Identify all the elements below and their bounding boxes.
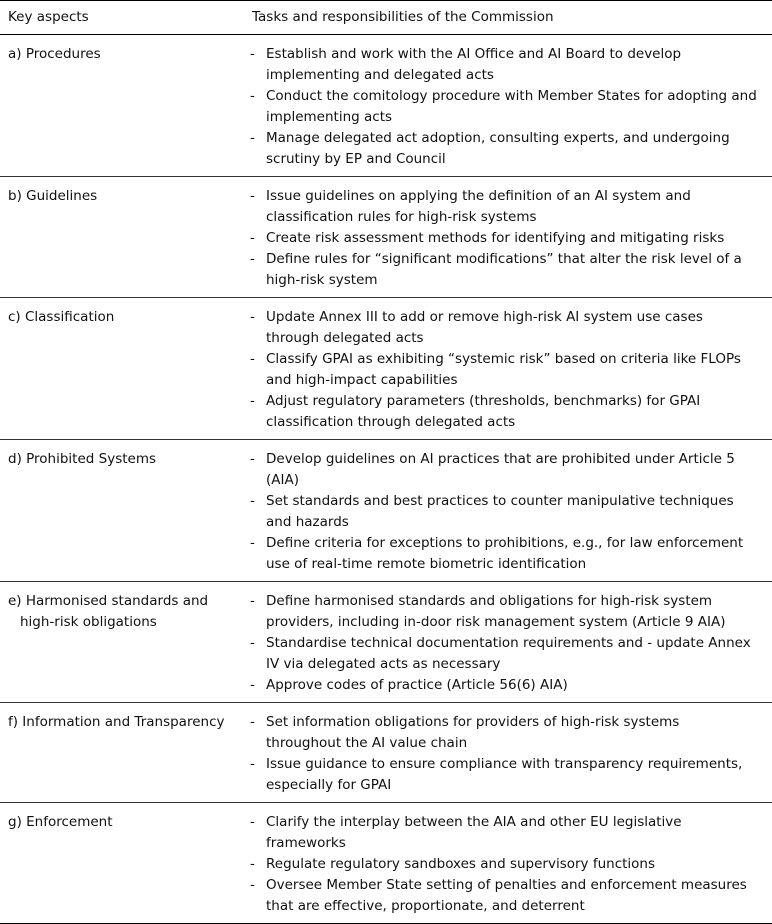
row-tasks (250, 35, 772, 177)
task-text: Issue guidance to ensure compliance with transparency requirements, especially for GPAI (266, 756, 743, 793)
aspect-label: g) Enforcement (8, 814, 113, 830)
task-text: Oversee Member State setting of penalties and enforcement measures that are effective, proportionate, and deterrent (266, 877, 747, 914)
aspect-label: a) Procedures (8, 46, 101, 62)
task-list (250, 449, 758, 575)
bullet-dash: - (250, 677, 255, 693)
row-tasks (250, 298, 772, 440)
bullet-dash: - (250, 714, 255, 730)
task-list (250, 712, 758, 796)
task-text: Update Annex III to add or remove high-risk AI system use cases through delegated acts (266, 309, 703, 346)
aspect-label: d) Prohibited Systems (8, 451, 157, 467)
task-text: Define harmonised standards and obligations for high-risk system providers, including in-door risk management system (Article 9 AIA) (266, 593, 726, 630)
list-item (250, 128, 758, 170)
aspect-label: e) Harmonised standards and high-risk obligations (8, 593, 209, 630)
list-item (250, 533, 758, 575)
bullet-dash: - (250, 88, 255, 104)
list-item (250, 307, 758, 349)
task-text: Define rules for “significant modifications” that alter the risk level of a high-risk system (266, 251, 742, 288)
row-tasks (250, 440, 772, 582)
aspect-label: b) Guidelines (8, 188, 98, 204)
task-text: Set standards and best practices to counter manipulative techniques and hazards (266, 493, 734, 530)
row-aspect (0, 177, 250, 298)
list-item (250, 812, 758, 854)
row-aspect (0, 703, 250, 803)
row-aspect (0, 440, 250, 582)
list-item (250, 633, 758, 675)
row-tasks (250, 803, 772, 924)
task-text: Conduct the comitology procedure with Member States for adopting and implementing acts (266, 88, 757, 125)
aspect-label: f) Information and Transparency (8, 714, 225, 730)
task-list (250, 812, 758, 917)
list-item (250, 228, 758, 249)
table-row (0, 703, 772, 803)
task-text: Manage delegated act adoption, consulting experts, and undergoing scrutiny by EP and Council (266, 130, 730, 167)
task-list (250, 44, 758, 170)
row-tasks (250, 703, 772, 803)
bullet-dash: - (250, 535, 255, 551)
table-row (0, 298, 772, 440)
task-text: Create risk assessment methods for identifying and mitigating risks (266, 230, 725, 246)
list-item (250, 591, 758, 633)
task-text: Standardise technical documentation requirements and - update Annex IV via delegated acts as necessary (266, 635, 751, 672)
header-tasks: Tasks and responsibilities of the Commission (250, 1, 772, 35)
bullet-dash: - (250, 593, 255, 609)
table-row (0, 803, 772, 924)
list-item (250, 491, 758, 533)
task-text: Develop guidelines on AI practices that are prohibited under Article 5 (AIA) (266, 451, 735, 488)
row-aspect (0, 35, 250, 177)
task-text: Adjust regulatory parameters (thresholds, benchmarks) for GPAI classification through delegated acts (266, 393, 701, 430)
table-row (0, 440, 772, 582)
bullet-dash: - (250, 130, 255, 146)
task-list (250, 591, 758, 696)
row-aspect (0, 803, 250, 924)
list-item (250, 675, 758, 696)
task-list (250, 186, 758, 291)
task-text: Regulate regulatory sandboxes and supervisory functions (266, 856, 656, 872)
bullet-dash: - (250, 46, 255, 62)
task-list (250, 307, 758, 433)
list-item (250, 754, 758, 796)
table-body (0, 35, 772, 924)
bullet-dash: - (250, 756, 255, 772)
list-item (250, 44, 758, 86)
list-item (250, 712, 758, 754)
bullet-dash: - (250, 251, 255, 267)
task-text: Set information obligations for providers of high-risk systems throughout the AI value chain (266, 714, 680, 751)
table-row (0, 35, 772, 177)
bullet-dash: - (250, 393, 255, 409)
row-aspect (0, 298, 250, 440)
bullet-dash: - (250, 351, 255, 367)
bullet-dash: - (250, 188, 255, 204)
bullet-dash: - (250, 635, 255, 651)
header-key-aspects: Key aspects (0, 1, 250, 35)
task-text: Classify GPAI as exhibiting “systemic risk” based on criteria like FLOPs and high-impact capabilities (266, 351, 741, 388)
list-item (250, 449, 758, 491)
list-item (250, 875, 758, 917)
list-item (250, 249, 758, 291)
bullet-dash: - (250, 856, 255, 872)
aspect-label: c) Classification (8, 309, 115, 325)
table-header-row (0, 1, 772, 35)
task-text: Define criteria for exceptions to prohibitions, e.g., for law enforcement use of real-time remote biometric identification (266, 535, 744, 572)
row-tasks (250, 177, 772, 298)
table-row (0, 582, 772, 703)
bullet-dash: - (250, 230, 255, 246)
bullet-dash: - (250, 493, 255, 509)
task-text: Approve codes of practice (Article 56(6) AIA) (266, 677, 568, 693)
list-item (250, 86, 758, 128)
list-item (250, 186, 758, 228)
row-tasks (250, 582, 772, 703)
list-item (250, 349, 758, 391)
task-text: Clarify the interplay between the AIA and other EU legislative frameworks (266, 814, 682, 851)
task-text: Issue guidelines on applying the definition of an AI system and classification rules for high-risk systems (266, 188, 691, 225)
bullet-dash: - (250, 309, 255, 325)
row-aspect (0, 582, 250, 703)
bullet-dash: - (250, 814, 255, 830)
bullet-dash: - (250, 451, 255, 467)
bullet-dash: - (250, 877, 255, 893)
list-item (250, 391, 758, 433)
task-text: Establish and work with the AI Office and AI Board to develop implementing and delegated acts (266, 46, 682, 83)
table-row (0, 177, 772, 298)
